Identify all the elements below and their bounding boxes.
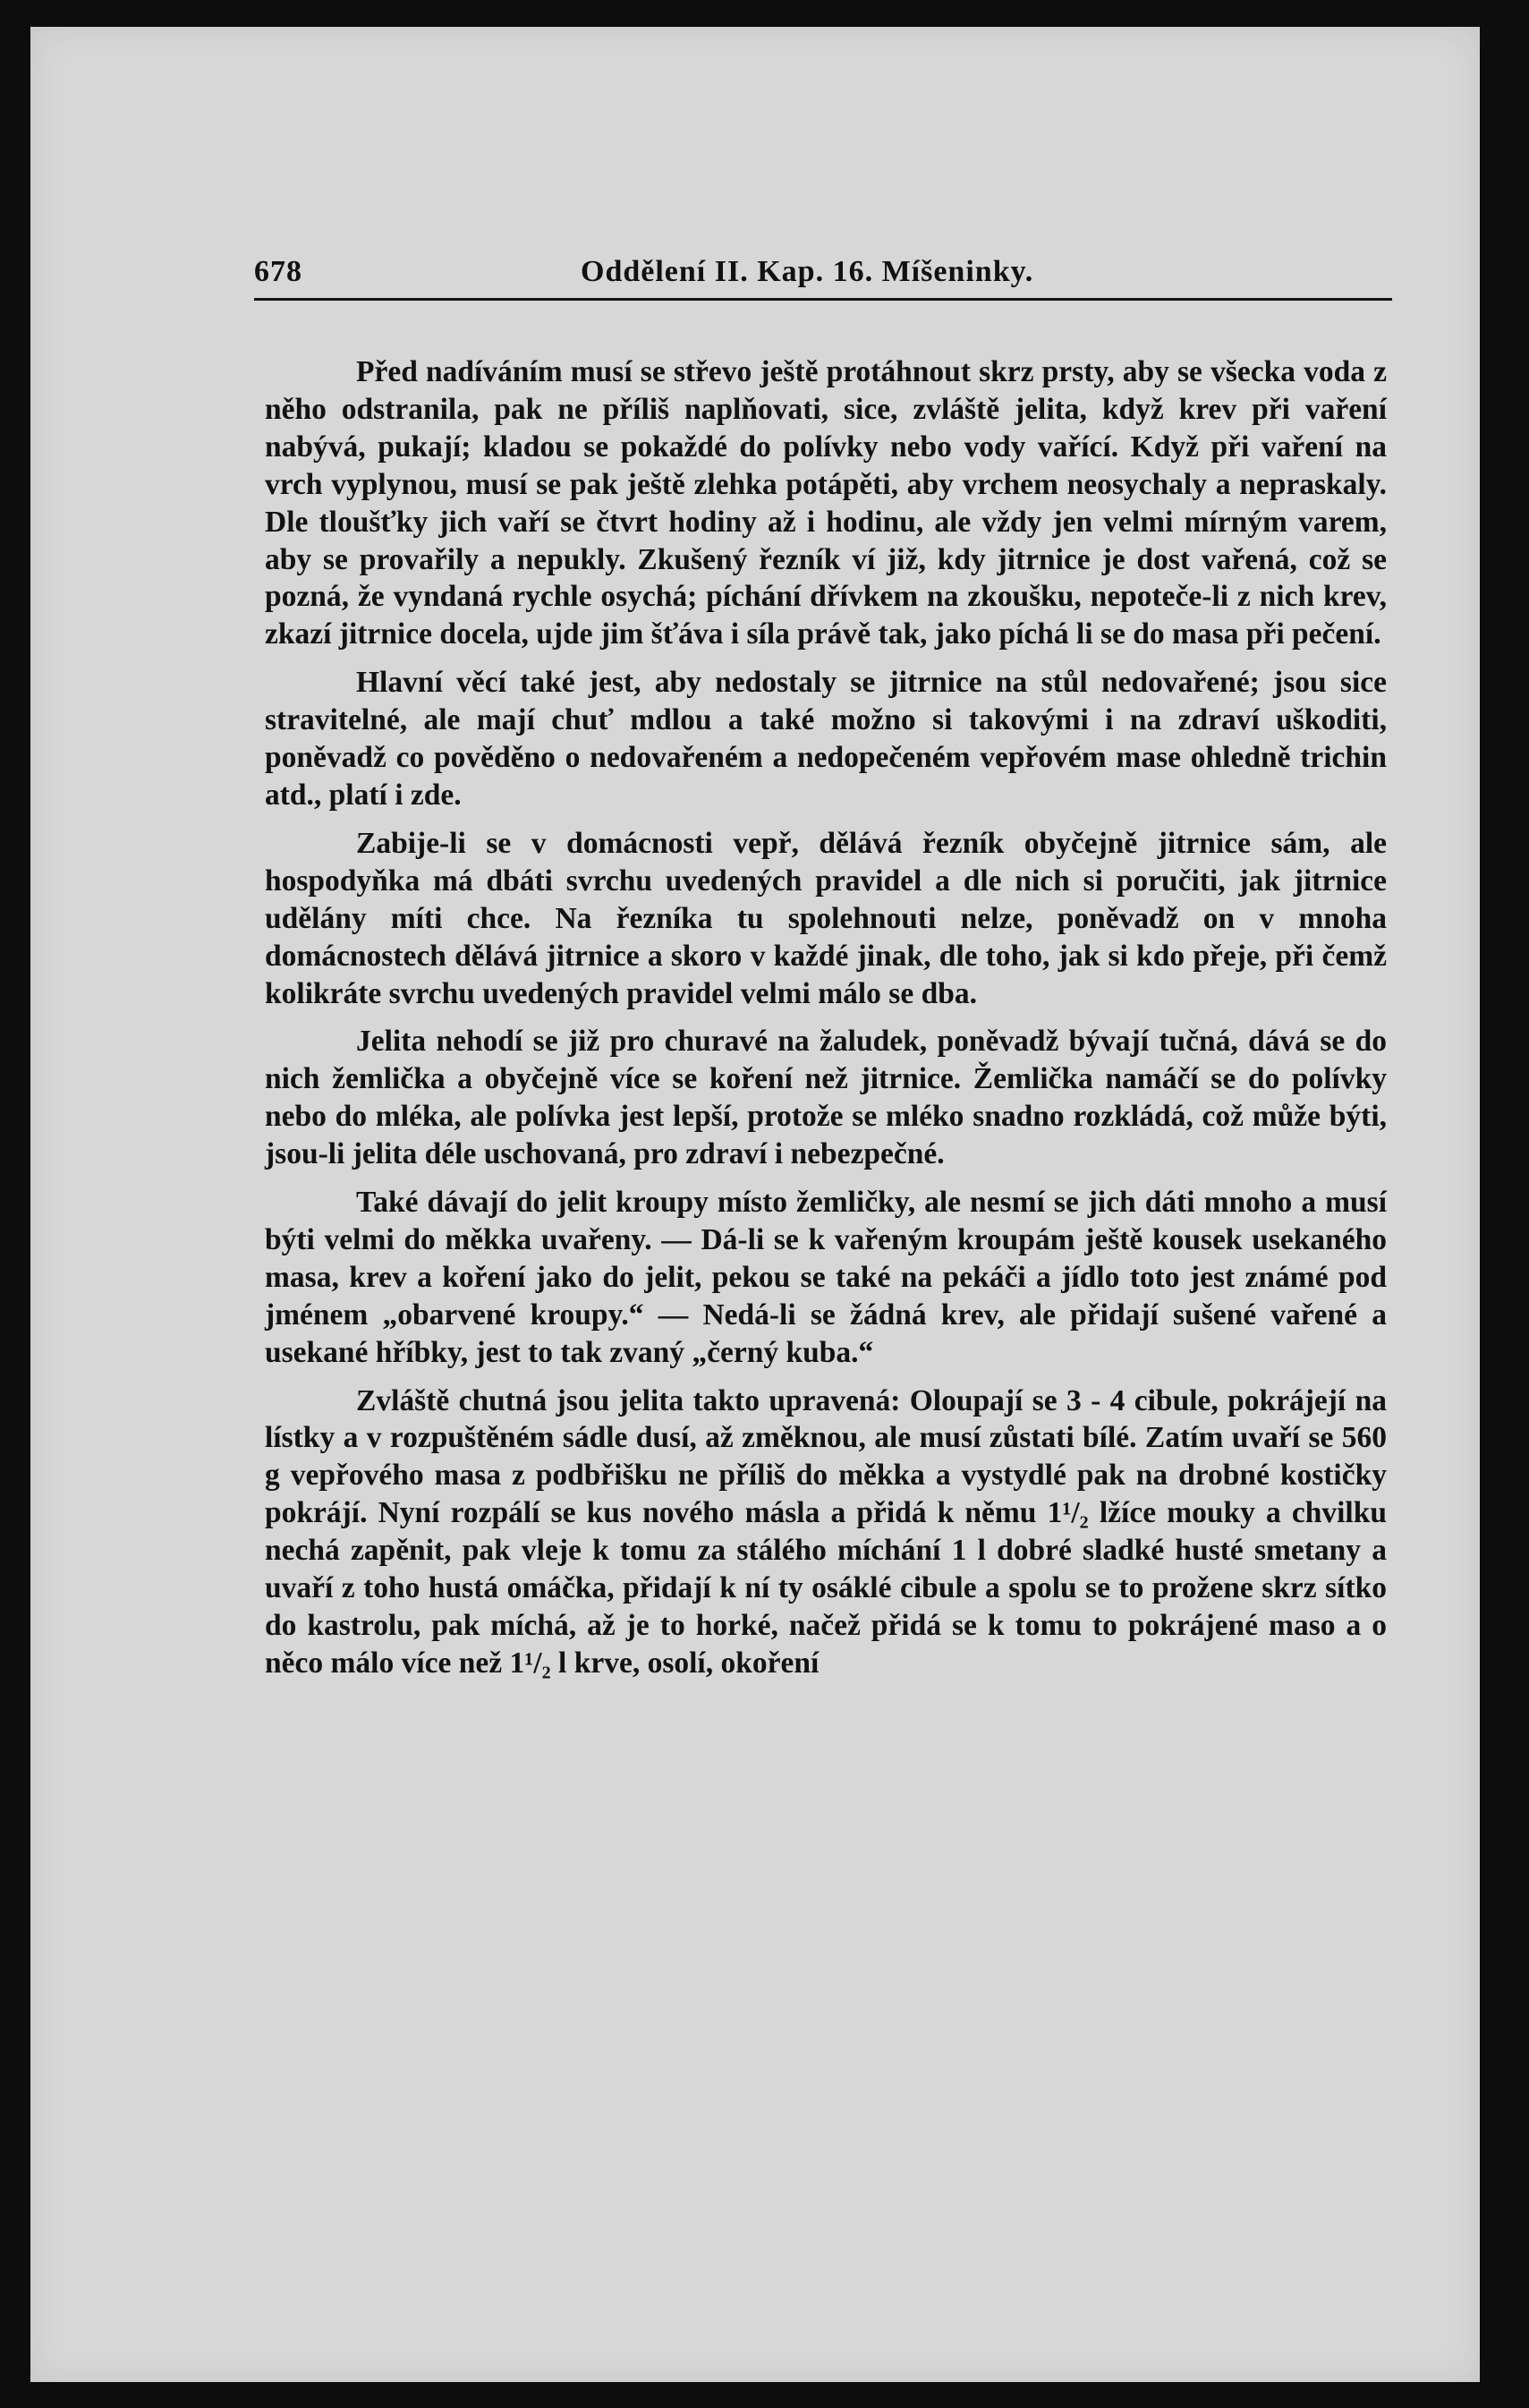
- paragraph-6: Zvláště chutná jsou jelita takto upravená: Oloupají se 3 - 4 cibule, pokrájejí na lístky a v rozpuštěném sádle dusí, až změknou, ale musí zůstati bílé. Zatím uvaří se 560 g vepřového masa z podbřišku ne příliš do měkka a vystydlé pak na drobné kostičky pokrájí. Nyní rozpálí se kus nového másla a přidá k němu 1¹/₂ lžíce mouky a chvilku nechá zapěnit, pak vleje k tomu za stálého míchání 1 l dobré sladké husté smetany a uvaří z toho hustá omáčka, přidají k ní ty osáklé cibule a spolu se to prožene skrz sítko do kastrolu, pak míchá, až je to horké, načež přidá se k tomu to pokrájené maso a o něco málo více než 1¹/₂ l krve, osolí, okoření: [265, 1383, 1387, 1680]
- page-number: 678: [254, 255, 302, 288]
- paragraph-3: Zabije-li se v domácnosti vepř, dělává řezník obyčejně jitrnice sám, ale hospodyňka má dbáti svrchu uvedených pravidel a dle nich si poručiti, jak jitrnice udělány míti chce. Na řezníka tu spolehnouti nelze, poněvadž on v mnoha domácnostech dělává jitrnice a skoro v každé jinak, dle toho, jak si kdo přeje, při čemž kolikráte svrchu uvedených pravidel velmi málo se dba.: [265, 826, 1387, 1010]
- paragraph-1: Před nadíváním musí se střevo ještě protáhnout skrz prsty, aby se všecka voda z něho odstranila, pak ne příliš naplňovati, sice, zvláště jelita, když krev při vaření nabývá, pukají; kladou se pokaždé do polívky nebo vody vařící. Když při vaření na vrch vyplynou, musí se pak ještě zlehka potápěti, aby vrchem neosychaly a nepraskaly. Dle tloušťky jich vaří se čtvrt hodiny až i hodinu, ale vždy jen velmi mírným varem, aby se provařily a nepukly. Zkušený řezník ví již, kdy jitrnice je dost vařená, což se pozná, že vyndaná rychle osychá; píchání dřívkem na zkoušku, nepoteče-li z nich krev, zkazí jitrnice docela, ujde jim šťáva i síla právě tak, jako píchá li se do masa při pečení.: [265, 355, 1387, 651]
- running-head: Oddělení II. Kap. 16. Míšeninky.: [581, 255, 1034, 288]
- book-page: [30, 27, 1480, 2382]
- page-header: [254, 246, 1392, 300]
- header-rule: [254, 298, 1392, 301]
- paragraph-4: Jelita nehodí se již pro churavé na žaludek, poněvadž bývají tučná, dává se do nich žemlička a obyčejně více se koření než jitrnice. Žemlička namáčí se do polívky nebo do mléka, ale polívka jest lepší, protože se mléko snadno rozkládá, což může býti, jsou-li jelita déle uschovaná, pro zdraví i nebezpečné.: [265, 1025, 1387, 1171]
- body-text: [265, 353, 1387, 1693]
- paragraph-5: Také dávají do jelit kroupy místo žemličky, ale nesmí se jich dáti mnoho a musí býti velmi do měkka uvařeny. — Dá-li se k vařeným kroupám ještě kousek usekaného masa, krev a koření jako do jelit, pekou se také na pekáči a jídlo toto jest známé pod jménem „obarvené kroupy.“ — Nedá-li se žádná krev, ale přidají sušené vařené a usekané hříbky, jest to tak zvaný „černý kuba.“: [265, 1186, 1387, 1369]
- paragraph-2: Hlavní věcí také jest, aby nedostaly se jitrnice na stůl nedovařené; jsou sice stravitelné, ale mají chuť mdlou a také možno si takovými i na zdraví uškoditi, poněvadž co pověděno o nedovařeném a nedopečeném vepřovém mase ohledně trichin atd., platí i zde.: [265, 666, 1387, 812]
